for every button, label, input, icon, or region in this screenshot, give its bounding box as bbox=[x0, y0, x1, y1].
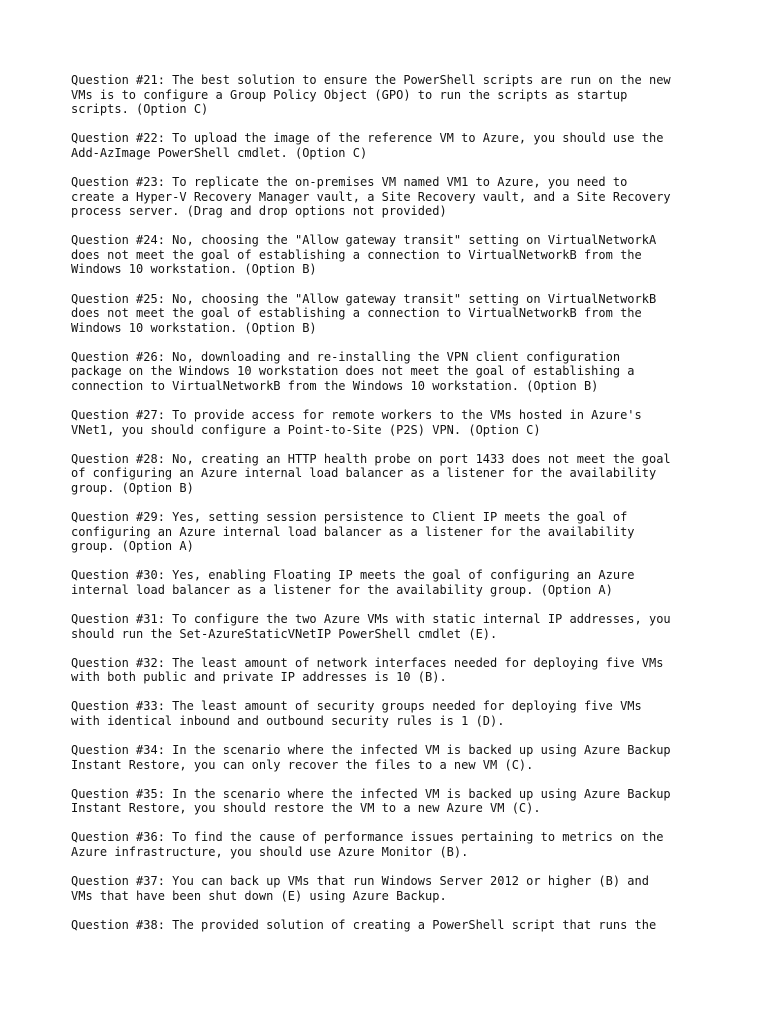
paragraph-q24: Question #24: No, choosing the "Allow gateway transit" setting on VirtualNetworkA does not meet the goal of establishing a connection to VirtualNetworkB from the Windows 10 workstation. (Option B) bbox=[71, 233, 657, 277]
paragraph-q35: Question #35: In the scenario where the infected VM is backed up using Azure Backup Instant Restore, you should restore the VM to a new Azure VM (C). bbox=[71, 786, 671, 816]
paragraph-q32: Question #32: The least amount of network interfaces needed for deploying five VMs with both public and private IP addresses is 10 (B). bbox=[71, 655, 664, 685]
paragraph-q37: Question #37: You can back up VMs that run Windows Server 2012 or higher (B) and VMs that have been shut down (E) using Azure Backup. bbox=[71, 874, 649, 903]
paragraph-q25: Question #25: No, choosing the "Allow gateway transit" setting on VirtualNetworkB does not meet the goal of establishing a connection to VirtualNetworkB from the Windows 10 workstation. (Option B) bbox=[71, 291, 657, 335]
document-page bbox=[71, 73, 711, 947]
paragraph-q22: Question #22: To upload the image of the reference VM to Azure, you should use the Add-AzImage PowerShell cmdlet. (Option C) bbox=[71, 131, 664, 160]
paragraph-q30: Question #30: Yes, enabling Floating IP meets the goal of configuring an Azure internal load balancer as a listener for the availability group. (Option A) bbox=[71, 568, 635, 597]
paragraph-q31: Question #31: To configure the two Azure VMs with static internal IP addresses, you should run the Set-AzureStaticVNetIP PowerShell cmdlet (E). bbox=[71, 612, 671, 641]
paragraph-q38: Question #38: The provided solution of creating a PowerShell script that runs the bbox=[71, 917, 657, 932]
paragraph-q26: Question #26: No, downloading and re-installing the VPN client configuration package on the Windows 10 workstation does not meet the goal of establishing a connection to VirtualNetworkB from the Windows 10 workstation. (Option B) bbox=[71, 349, 635, 393]
paragraph-q36: Question #36: To find the cause of performance issues pertaining to metrics on the Azure infrastructure, you should use Azure Monitor (B). bbox=[71, 830, 664, 860]
paragraph-q21: Question #21: The best solution to ensure the PowerShell scripts are run on the new VMs is to configure a Group Policy Object (GPO) to run the scripts as startup scripts. (Option C) bbox=[71, 73, 671, 117]
paragraph-q27: Question #27: To provide access for remote workers to the VMs hosted in Azure's VNet1, you should configure a Point-to-Site (P2S) VPN. (Option C) bbox=[71, 408, 642, 437]
paragraph-q34: Question #34: In the scenario where the infected VM is backed up using Azure Backup Instant Restore, you can only recover the files to a new VM (C). bbox=[71, 743, 671, 772]
paragraph-q23: Question #23: To replicate the on-premises VM named VM1 to Azure, you need to create a Hyper-V Recovery Manager vault, a Site Recovery vault, and a Site Recovery process server. (Drag and drop options not provided) bbox=[71, 174, 671, 219]
paragraph-q33: Question #33: The least amount of security groups needed for deploying five VMs with identical inbound and outbound security rules is 1 (D). bbox=[71, 699, 642, 728]
paragraph-q28: Question #28: No, creating an HTTP health probe on port 1433 does not meet the goal of configuring an Azure internal load balancer as a listener for the availability group. (Option B) bbox=[71, 451, 671, 495]
paragraph-q29: Question #29: Yes, setting session persistence to Client IP meets the goal of configuring an Azure internal load balancer as a listener for the availability group. (Option A) bbox=[71, 510, 635, 554]
